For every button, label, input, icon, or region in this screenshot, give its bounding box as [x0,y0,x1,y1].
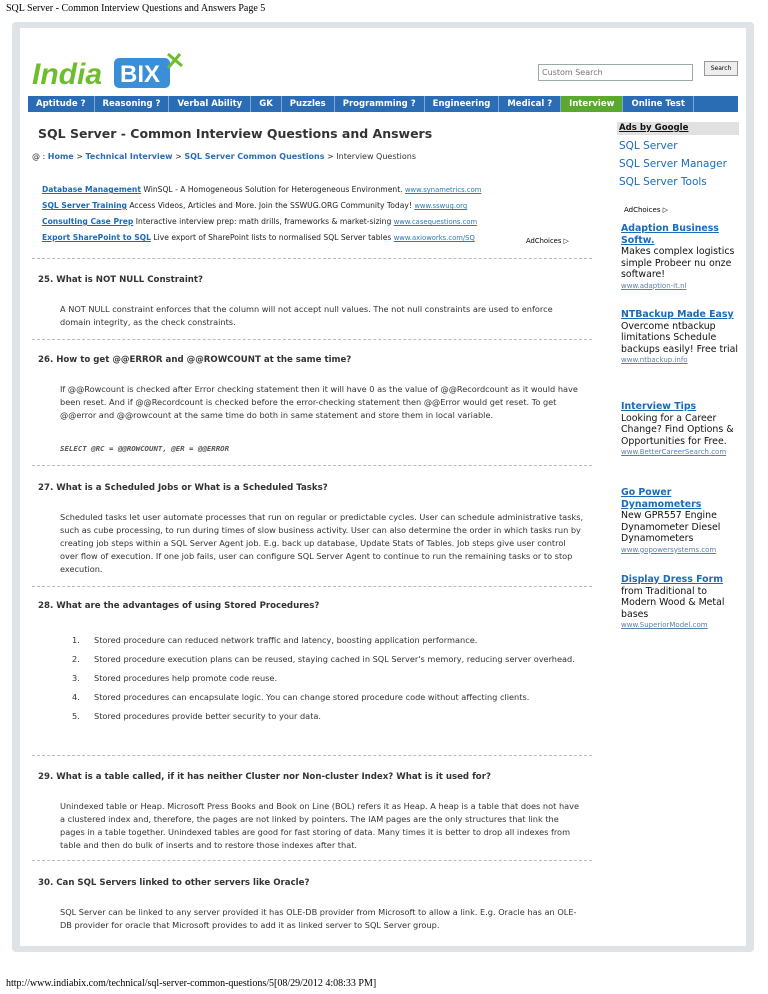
adchoices-label: AdChoices [526,237,562,245]
breadcrumb-current: Interview Questions [336,152,417,161]
sidebar-ad-desc: Overcome ntbackup limitations Schedule backups easily! Free trial [621,320,738,355]
breadcrumb-separator: > [172,152,185,161]
logo-swoosh-icon [168,54,182,68]
print-header-title: SQL Server - Common Interview Questions and Answers Page 5 [6,3,266,14]
answer-text: SQL Server can be linked to any server provided it has OLE-DB provider from Microsoft to allow a link. E.g. Oracle has an OLE-DB provider for oracle that Microsoft provides to add it as linked server to SQL Server group. [60,907,577,930]
nav-item-reasoning[interactable]: Reasoning ? [95,96,170,112]
breadcrumb-separator: > [73,152,86,161]
adchoices-link[interactable] [526,237,569,245]
list-item [72,653,584,666]
sidebar-ad-title[interactable]: Display Dress Form [621,574,723,585]
breadcrumb-home-link[interactable]: Home [47,152,74,161]
sidebar-ad-desc: Makes complex logistics simple Probeer nu onze software! [621,246,735,280]
sidebar-ad[interactable] [621,487,741,554]
nav-item-aptitude[interactable]: Aptitude ? [28,96,95,112]
sidebar-ad[interactable] [621,223,741,290]
answer-text: Unindexed table or Heap. Microsoft Press Books and Book on Line (BOL) refers it as Heap. A heap is a table that does not have a clustered index and, therefore, the pages are not linked by pointers. The IAM pages are the only structures that link the pages in a table together. Unindexed tables are good for fast storing of data. Many times it is better to drop all indexes from table and then do bulk of inserts and to restore those indexes after that. [60,801,580,850]
ad-text: Live export of SharePoint lists to normalised SQL Server tables [150,233,394,242]
code-snippet: SELECT @RC = @@ROWCOUNT, @ER = @@ERROR [60,444,230,453]
sidebar-ad-title[interactable]: NTBackup Made Easy [621,309,734,320]
text-ad[interactable] [42,201,467,210]
ad-url-link[interactable]: www.synametrics.com [405,186,482,194]
sidebar-ad[interactable] [621,574,741,629]
list-text: Stored procedures help promote code reuse. [94,673,278,683]
nav-item-interview[interactable]: Interview [561,96,623,112]
sidebar-link-sql-server-tools[interactable]: SQL Server Tools [619,176,707,188]
list-text: Stored procedure execution plans can be reused, staying cached in SQL Server's memory, reducing server overhead. [94,654,575,664]
list-number: 3. [72,673,80,683]
text-ad[interactable] [42,233,475,242]
list-item [72,691,584,704]
adchoices-icon: ▷ [563,237,569,245]
divider [32,465,592,466]
sidebar-adchoices-link[interactable] [624,206,668,214]
sidebar-ad-url[interactable]: www.ntbackup.info [621,356,688,364]
sidebar-link-sql-server-manager[interactable]: SQL Server Manager [619,158,727,170]
list-text: Stored procedures can encapsulate logic. You can change stored procedure code without affecting clients. [94,692,530,702]
search-box [538,60,732,81]
nav-item-engineering[interactable]: Engineering [425,96,500,112]
divider [32,755,592,756]
text-ad[interactable] [42,217,477,226]
list-number: 1. [72,635,80,645]
sidebar-ad-desc: Looking for a Career Change? Find Options & Opportunities for Free. [621,412,734,447]
adchoices-icon: ▷ [662,206,669,214]
nav-item-programming[interactable]: Programming ? [335,96,425,112]
question-heading: 29. What is a table called, if it has neither Cluster nor Non-cluster Index? What is it used for? [38,772,491,782]
ad-text: Access Videos, Articles and More. Join the SSWUG.ORG Community Today! [126,201,415,210]
question-heading: 30. Can SQL Servers linked to other servers like Oracle? [38,878,310,888]
sidebar-ad-title[interactable]: Interview Tips [621,401,697,412]
answer-text: A NOT NULL constraint enforces that the column will not accept null values. The not null constraints are used to enforce domain integrity, as the check constraints. [60,304,553,327]
list-item [72,710,584,723]
text-ad[interactable] [42,185,481,194]
list-text: Stored procedure can reduced network traffic and latency, boosting application performance. [94,635,478,645]
sidebar-ad-desc: from Traditional to Modern Wood & Metal bases [621,585,725,620]
sidebar-ad-title[interactable]: Adaption Business Softw. [621,223,719,246]
nav-item-gk[interactable]: GK [251,96,282,112]
sidebar-ad[interactable] [621,309,741,364]
print-footer-url: http://www.indiabix.com/technical/sql-server-common-questions/5[08/29/2012 4:08:33 PM] [6,978,377,989]
ad-text: Interactive interview prep: math drills, frameworks & market-sizing [133,217,394,226]
nav-item-medical[interactable]: Medical ? [499,96,561,112]
list-text: Stored procedures provide better security to your data. [94,711,322,721]
ad-text: WinSQL - A Homogeneous Solution for Heterogeneous Environment. [140,185,405,194]
divider [32,860,592,861]
list-item [72,672,584,685]
question-heading: 28. What are the advantages of using Stored Procedures? [38,601,320,611]
answer-text: If @@Rowcount is checked after Error checking statement then it will have 0 as the value of @@Recordcount as it would have been reset. And if @@Recordcount is checked before the error-checking statement then @@Error would get reset. To get @@error and @@rowcount at the same time do both in same statement and store them in local variable. [60,384,578,420]
list-item [72,634,584,647]
adchoices-label: AdChoices [624,206,661,214]
sidebar-ad-url[interactable]: www.gopowersystems.com [621,545,717,554]
ad-title-link[interactable]: SQL Server Training [42,201,127,210]
question-heading: 25. What is NOT NULL Constraint? [38,275,203,285]
sidebar-link-sql-server[interactable]: SQL Server [619,140,678,152]
page-title: SQL Server - Common Interview Questions and Answers [38,126,433,141]
sidebar-ad-url[interactable]: www.SuperiorModel.com [621,621,708,629]
breadcrumb [32,152,416,161]
list-number: 4. [72,692,80,702]
breadcrumb-section-link[interactable]: SQL Server Common Questions [184,152,325,161]
divider [32,258,592,259]
nav-item-verbal-ability[interactable]: Verbal Ability [169,96,251,112]
list-number: 5. [72,711,80,721]
ad-title-link[interactable]: Consulting Case Prep [42,217,134,226]
ad-url-link[interactable]: www.axioworks.com/SQ [393,234,475,242]
ad-url-link[interactable]: www.sswug.org [414,202,468,210]
nav-item-puzzles[interactable]: Puzzles [282,96,335,112]
ad-title-link[interactable]: Database Management [42,185,141,194]
sidebar-ad-url[interactable]: www.adaption-it.nl [621,281,687,290]
logo-text-india: India [32,58,103,91]
list-number: 2. [72,654,80,664]
sidebar-ad-url[interactable]: www.BetterCareerSearch.com [621,448,727,456]
breadcrumb-technical-link[interactable]: Technical Interview [85,152,173,161]
sidebar-ad-title[interactable]: Go Power Dynamometers [621,487,702,510]
question-heading: 27. What is a Scheduled Jobs or What is a Scheduled Tasks? [38,483,328,493]
question-heading: 26. How to get @@ERROR and @@ROWCOUNT at the same time? [38,355,352,365]
divider [32,586,592,587]
sidebar-ad[interactable] [621,401,741,456]
breadcrumb-prefix: @ : [32,152,48,161]
search-button[interactable]: Search [704,61,738,76]
sidebar-ads-heading[interactable]: Ads by Google [617,122,739,135]
main-nav [28,96,738,112]
logo-text-bix: BIX [120,61,161,88]
sidebar-ad-desc: New GPR557 Engine Dynamometer Diesel Dynamometers [621,510,721,544]
search-input[interactable] [538,64,693,81]
ad-url-link[interactable]: www.casequestions.com [393,218,478,226]
nav-item-online-test[interactable]: Online Test [623,96,693,112]
indiabix-logo[interactable] [30,48,190,94]
breadcrumb-separator: > [324,152,337,161]
advantages-list [72,634,584,729]
answer-text: Scheduled tasks let user automate processes that run on regular or predictable cycles. User can schedule administrative tasks, such as cube processing, to run during times of slow business activity. User can also determine the order in which tasks run by creating job steps within a SQL Server Agent job. E.g. back up database, Update Stats of Tables. Job steps give user control over flow of execution. If one job fails, user can configure SQL Server Agent to continue to run the remaining tasks or to stop execution. [60,512,584,574]
ad-title-link[interactable]: Export SharePoint to SQL [42,233,151,242]
divider [32,339,592,340]
